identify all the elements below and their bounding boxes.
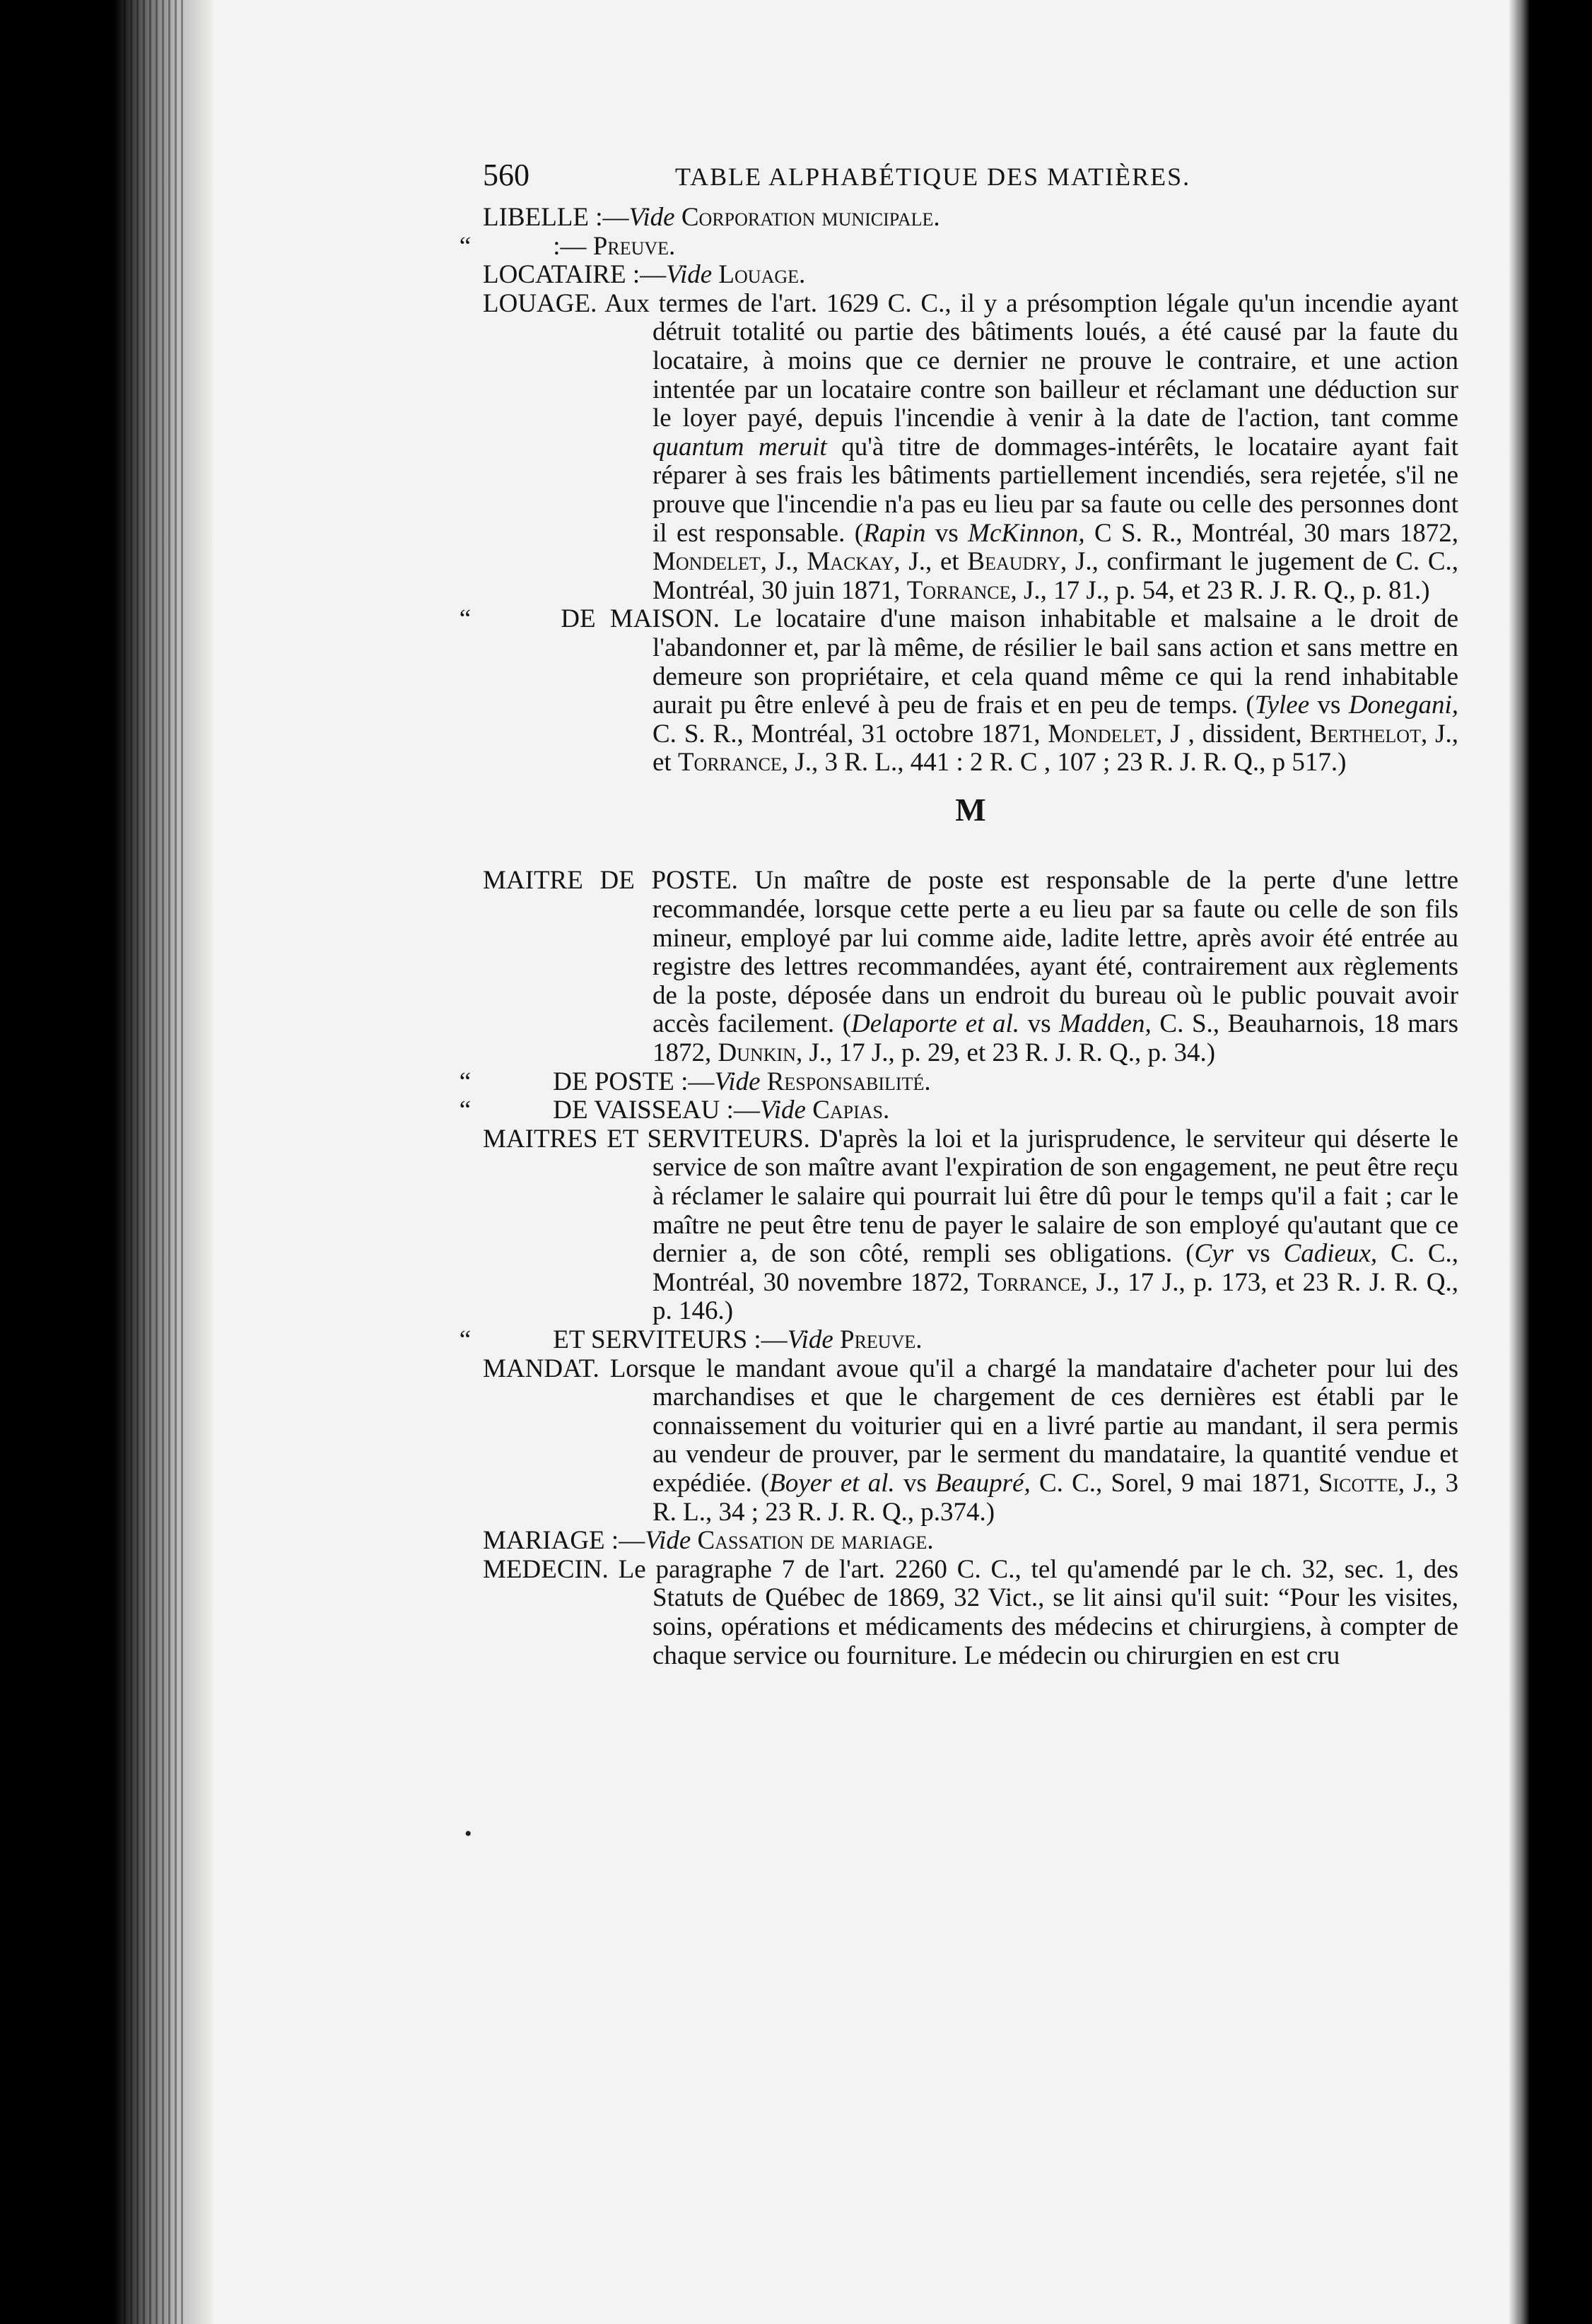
entry-text: C. S. R., Montréal, 31 octobre 1871, [652,719,1041,749]
entry-text: J., 17 J., p. 29, et 23 R. J. R. Q., p. 34.) [809,1038,1216,1068]
vide-label: Vide [645,1526,691,1556]
entry-text: J., et [908,547,959,577]
section-letter: M [955,791,986,828]
judge-name: Torrance, [977,1267,1088,1297]
judge-name: Mondelet, [1048,719,1163,749]
entry-text: J., 17 J., p. 54, et 23 R. J. R. Q., p. 81.) [1024,575,1430,605]
party-name: Delaporte et al. [851,1009,1020,1039]
index-entry-maitre-de-poste [483,867,1458,1067]
entry-text: J., confirmant le jugement de C. C., Montréal, 30 juin 1871, [652,547,1459,605]
entry-head: LIBELLE :— [483,203,629,232]
index-subentry-maitre-de-poste-ref [459,1067,1458,1097]
entry-text: J , dissident, [1170,719,1302,749]
index-entry-libelle [483,204,1458,233]
entry-head: MANDAT. [483,1354,599,1383]
ditto-mark: “ [459,1325,472,1354]
party-name: Tylee [1254,691,1310,720]
entry-text: vs [1027,1009,1051,1039]
scan-right-border [1530,0,1592,2324]
index-entry-locataire [483,261,1458,290]
running-header [483,158,1458,204]
party-name: Cadieux, [1283,1239,1378,1269]
party-name: McKinnon, [968,518,1085,548]
ditto-mark: “ [459,604,472,634]
party-name: Donegani, [1348,691,1458,720]
entry-head: MAITRES ET SERVITEURS. [483,1124,810,1154]
entry-head: MARIAGE :— [483,1526,645,1556]
ditto-mark: “ [459,231,472,261]
cross-reference: Preuve. [840,1325,923,1354]
entry-head: DE MAISON. [561,604,720,634]
entry-text: Aux termes de l'art. 1629 C. C., il y a présomption légale qu'un incendie ayant détruit totalité ou partie des bâtiments loués, a été causé par la faute du locataire, à moins que ce dernier ne prouve le contraire, et une action intentée par un locataire contre son bailleur et réclamant une déduction sur le loyer payé, depuis l'incendie à venir à la date de l'action, tant comme [604,288,1458,433]
entry-head: LOCATAIRE :— [483,260,667,290]
entry-text: Lorsque le mandant avoue qu'il a chargé la mandataire d'acheter pour lui des marchandises et que le chargement de ces dernières est établi par le connaissement du voiturier qui en a livré partie au mandant, il sera permis au vendeur de prouver, par le serment du mandataire, la quantité vendue et expédiée. ( [609,1354,1458,1498]
entry-text: C. C., Montréal, 30 novembre 1872, [652,1239,1459,1297]
index-entry-medecin [483,1556,1458,1670]
entry-head: DE POSTE :— [553,1067,715,1096]
page-content [459,158,1459,1670]
index-entry-mandat [483,1355,1458,1527]
entry-head: ET SERVITEURS :— [553,1325,788,1354]
vide-label: Vide [714,1067,761,1096]
party-name: Madden, [1059,1009,1152,1039]
index-subentry-libelle-preuve [459,231,1458,262]
vide-label: Vide [666,260,713,290]
entry-text: J., et [652,719,1459,777]
margin-mark: • [464,1822,472,1845]
ditto-mark: “ [459,1096,472,1125]
entry-head: MAITRE DE POSTE. [483,866,738,896]
judge-name: Berthelot, [1309,719,1428,749]
entry-head: DE VAISSEAU :— [553,1096,760,1125]
party-name: Beaupré, [935,1468,1031,1498]
cross-reference: Cassation de mariage. [697,1526,934,1556]
entry-text: J., [775,547,799,577]
ditto-mark: “ [459,1067,472,1096]
page-title: TABLE ALPHABÉTIQUE DES MATIÈRES. [675,163,1191,191]
entry-text: J., 3 R. L., 441 : 2 R. C , 107 ; 23 R. J. R. Q., p 517.) [795,748,1347,777]
entry-text: C. S., Beauharnois, 18 mars 1872, [652,1009,1459,1068]
entry-text: Le paragraphe 7 de l'art. 2260 C. C., tel qu'amendé par le ch. 32, sec. 1, des Statuts de Québec de 1869, 32 Vict., se lit ainsi qu'il suit: “Pour les visites, soins, opérations et médicaments des médecins et chirurgiens, à compter de chaque service ou fourniture. Le médecin ou chirurgien en est cru [618,1554,1459,1670]
index-entry-mariage [483,1527,1458,1556]
cross-reference: Responsabilité. [766,1067,931,1096]
cross-reference: Capias. [812,1096,890,1125]
judge-name: Beaudry, [967,547,1067,577]
cross-reference: Louage. [718,260,806,290]
judge-name: Dunkin, [718,1038,803,1068]
entry-head: MEDECIN. [483,1554,609,1584]
entry-text: C S. R., Montréal, 30 mars 1872, [1094,518,1459,548]
judge-name: Sicotte, [1318,1468,1405,1498]
party-name: Cyr [1194,1239,1234,1269]
judge-name: Mackay, [807,547,901,577]
entry-text: vs [1246,1239,1270,1269]
cross-reference: Preuve. [592,231,676,261]
latin-term: quantum meruit [652,432,827,462]
entry-text: D'après la loi et la jurisprudence, le serviteur qui déserte le service de son maître avant l'expiration de son engagement, ne peut être reçu à réclamer le salaire qui pourrait lui être dû pour le temps qu'il a fait ; car le maître ne peut être tenu de payer le salaire de son employé qu'autant que ce dernier a, de son côté, rempli ses obligations. ( [652,1124,1458,1269]
page-number: 560 [483,158,529,192]
judge-name: Torrance, [906,575,1017,605]
entry-text: vs [935,518,959,548]
cross-reference: Corporation municipale. [681,203,940,232]
judge-name: Mondelet, [652,547,768,577]
index-subentry-louage-maison [459,604,1459,777]
party-name: Boyer et al. [769,1468,895,1498]
index-subentry-serviteurs-ref [459,1325,1458,1355]
vide-label: Vide [787,1325,833,1354]
judge-name: Torrance, [677,748,789,777]
scan-right-edge [1509,0,1530,2324]
index-subentry-maitre-de-vaisseau [459,1096,1458,1125]
entry-text: vs [1317,691,1341,720]
index-entry-maitres-et-serviteurs [483,1125,1458,1326]
vide-label: Vide [628,203,675,232]
entry-text: C. C., Sorel, 9 mai 1871, [1038,1468,1310,1498]
entry-head: :— [553,231,587,261]
entry-text: J., 17 J., p. 173, et 23 R. J. R. Q., p. 146.) [652,1267,1459,1326]
entry-text: qu'à titre de dommages-intérêts, le locataire ayant fait réparer à ses frais les bâtiments partiellement incendiés, sera rejetée, s'il ne prouve que l'incendie n'a pas eu lieu par sa faute ou celle des personnes dont il est responsable. ( [652,432,1459,548]
index-entry-louage [483,290,1458,606]
party-name: Rapin [863,518,926,548]
vide-label: Vide [759,1096,806,1125]
entry-head: LOUAGE. [483,288,597,318]
entry-text: Un maître de poste est responsable de la perte d'une lettre recommandée, lorsque cette perte a eu lieu par sa faute ou celle de son fils mineur, employé par lui comme aide, ladite lettre, après avoir été entrée au registre des lettres recommandées, ayant été, contrairement aux règlements de la poste, déposée dans un endroit du bureau où le public pouvait avoir accès facilement. ( [652,866,1459,1039]
scan-binding-shadow [0,0,212,2324]
entry-text: Le locataire d'une maison inhabitable et malsaine a le droit de l'abandonner et, par là même, de résilier le bail sans action et sans mettre en demeure son propriétaire, et cela quand même ce qui la rend inhabitable aurait pu être enlevé à peu de frais et en peu de temps. ( [652,604,1459,720]
entry-text: vs [903,1468,927,1498]
entry-text: J., 3 R. L., 34 ; 23 R. J. R. Q., p.374.) [652,1468,1459,1527]
